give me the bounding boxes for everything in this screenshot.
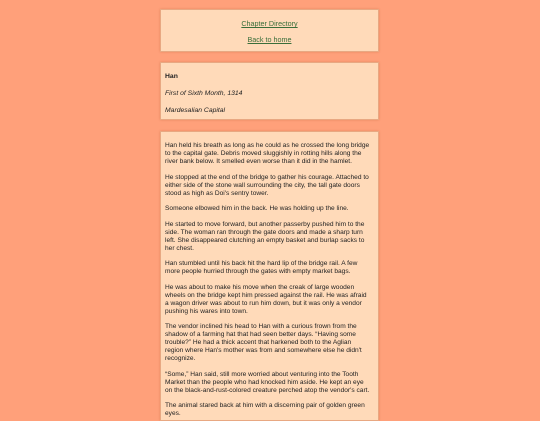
back-to-home-link[interactable]: Back to home [247, 35, 292, 44]
story-text-card [160, 131, 379, 421]
story-paragraph: Han stumbled until his back hit the hard lip of the bridge rail. A few more people hurried through the gates with empty market bags. [165, 260, 358, 275]
story-paragraph: The animal stared back at him with a discerning pair of golden green eyes. [165, 402, 365, 417]
story-paragraph: “Some,” Han said, still more worried about venturing into the Tooth Market than the people who had knocked him aside. He kept an eye on the black-and-rust-colored creature perched atop the vendor's cart. [165, 370, 370, 394]
story-paragraph: He stopped at the end of the bridge to gather his courage. Attached to either side of the stone wall surrounding the city, the tall gate doors stood as high as Doi's sentry tower. [165, 173, 369, 197]
chapter-date: First of Sixth Month, 1314 [165, 90, 243, 97]
story-paragraph: Someone elbowed him in the back. He was holding up the line. [165, 205, 349, 212]
navigation-card [160, 9, 379, 52]
chapter-location: Mardesalian Capital [165, 107, 226, 114]
story-paragraph: The vendor inclined his head to Han with a curious frown from the shadow of a farming hat that had seen better days. “Having some trouble?” He had a thick accent that harkened both to the Aglian region where Han's mother was from and somewhere else he didn't recognize. [165, 323, 362, 362]
chapter-meta-card [160, 62, 379, 120]
story-paragraph: Han held his breath as long as he could as he crossed the long bridge to the capital gate. Debris moved sluggishly in rotting hills along the river bank below. It smelled even worse than it did in the hamlet. [165, 142, 370, 165]
story-paragraph: He was about to make his move when the creak of large wooden wheels on the bridge kept him pressed against the rail. He was afraid a wagon driver was about to run him down, but it was only a vendor pushing his wares into town. [165, 283, 367, 315]
chapter-title: Han [165, 73, 178, 80]
chapter-directory-link[interactable]: Chapter Directory [241, 19, 298, 28]
story-paragraph: He started to move forward, but another passerby pushed him to the side. The woman ran through the gate doors and made a sharp turn left. She disappeared clutching an empty basket and burlap sacks to her chest. [165, 220, 365, 252]
